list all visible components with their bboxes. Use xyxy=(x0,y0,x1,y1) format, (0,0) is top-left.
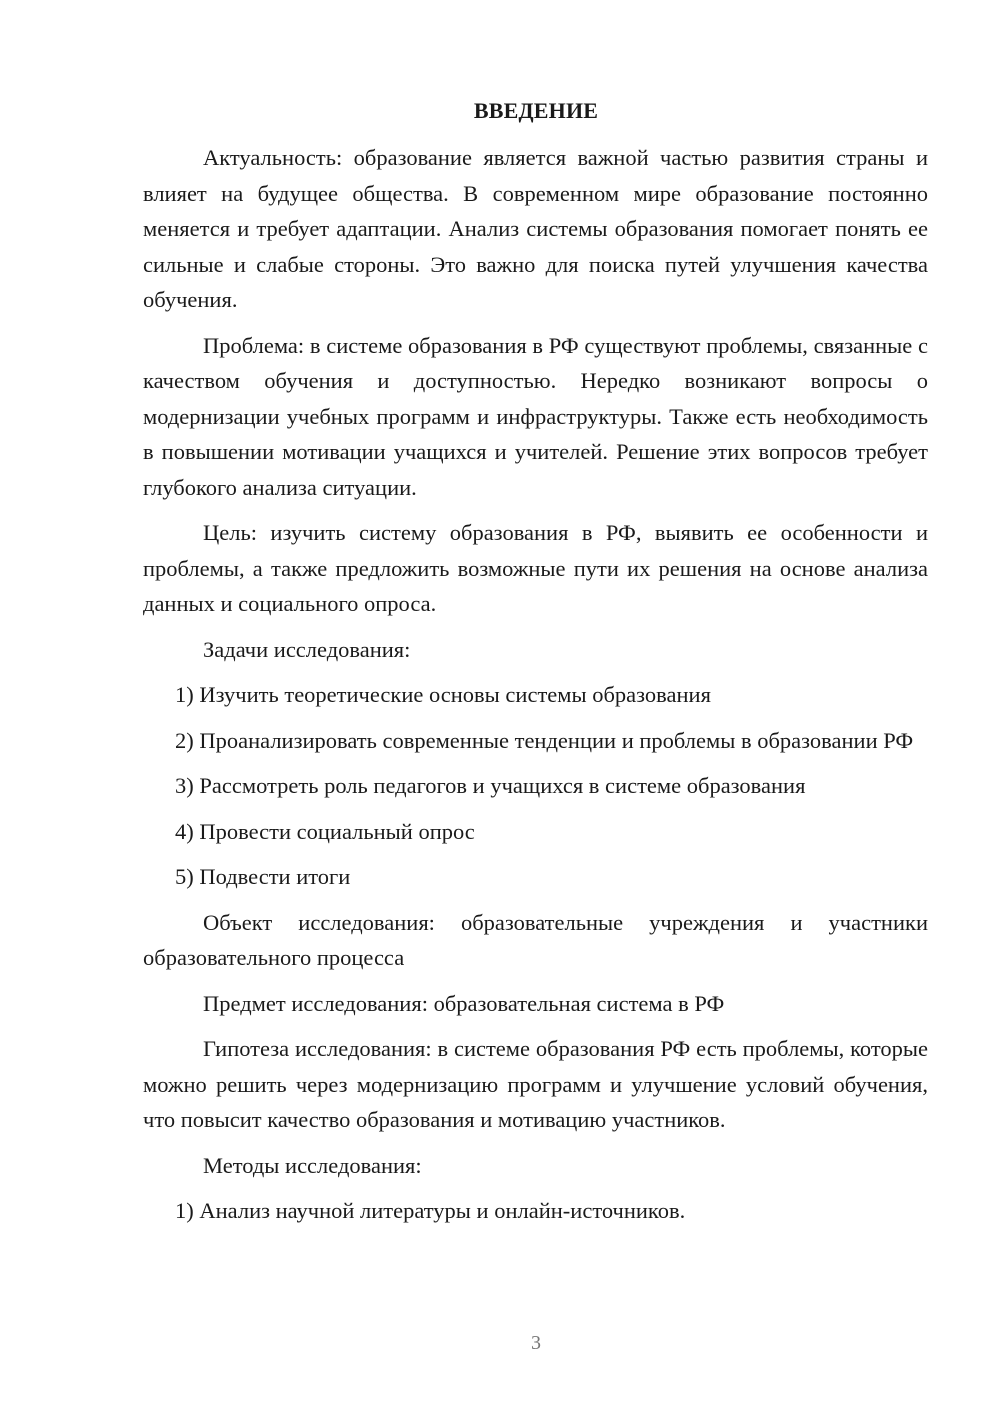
task-item: 2) Проанализировать современные тенденции и проблемы в образовании РФ xyxy=(175,727,914,753)
paragraph-hypothesis: Гипотеза исследования: в системе образования РФ есть проблемы, которые можно решить через модернизацию программ и улучшение условий обучения, что повысит качество образования и мотивацию участников. xyxy=(143,1036,928,1132)
paragraph-relevance: Актуальность: образование является важной частью развития страны и влияет на будущее общества. В современном мире образование постоянно меняется и требует адаптации. Анализ системы образования помогает понять ее сильные и слабые стороны. Это важно для поиска путей улучшения качества обучения. xyxy=(143,145,928,312)
paragraph-object: Объект исследования: образовательные учреждения и участники образовательного процесса xyxy=(143,909,928,970)
section-heading: ВВЕДЕНИЕ xyxy=(473,98,599,123)
paragraph-subject: Предмет исследования: образовательная система в РФ xyxy=(203,990,725,1016)
task-item: 4) Провести социальный опрос xyxy=(175,818,475,844)
task-item: 3) Рассмотреть роль педагогов и учащихся в системе образования xyxy=(175,773,806,798)
paragraph-goal: Цель: изучить систему образования в РФ, выявить ее особенности и проблемы, а также предложить возможные пути их решения на основе анализа данных и социального опроса. xyxy=(143,520,928,616)
tasks-title: Задачи исследования: xyxy=(203,636,411,662)
document-body xyxy=(143,140,928,1239)
methods-title: Методы исследования: xyxy=(203,1152,422,1178)
method-item: 1) Анализ научной литературы и онлайн-источников. xyxy=(175,1198,686,1223)
task-item: 1) Изучить теоретические основы системы образования xyxy=(175,682,711,707)
task-item: 5) Подвести итоги xyxy=(175,864,351,889)
page-number: 3 xyxy=(531,1332,541,1354)
paragraph-problem: Проблема: в системе образования в РФ существуют проблемы, связанные с качеством обучения и доступностью. Нередко возникают вопросы о модернизации учебных программ и инфраструктуры. Также есть необходимость в повышении мотивации учащихся и учителей. Решение этих вопросов требует глубокого анализа ситуации. xyxy=(143,332,928,500)
